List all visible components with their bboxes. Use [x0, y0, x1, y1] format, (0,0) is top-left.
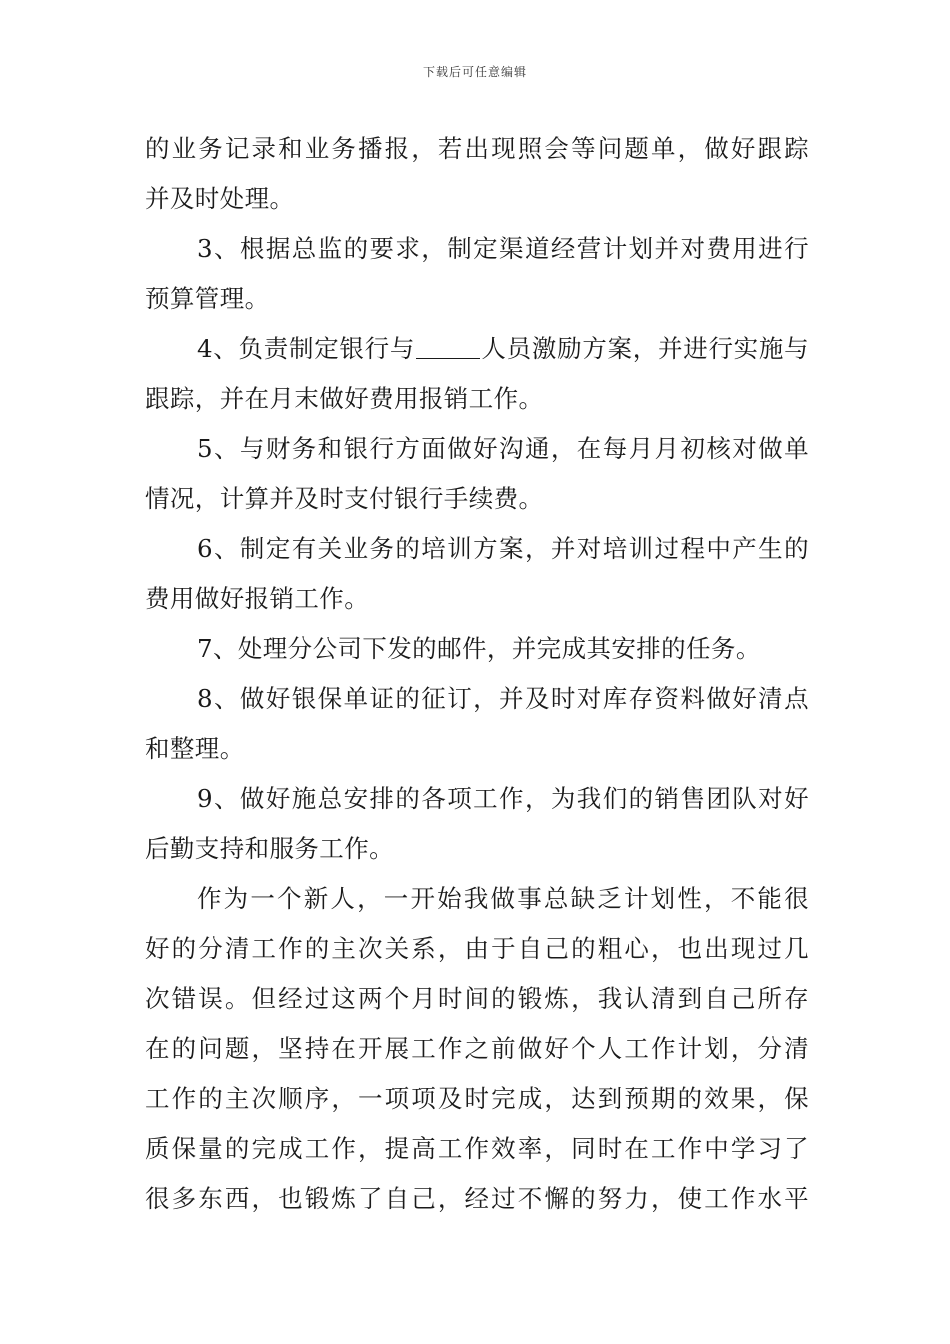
text-line: 和整理。: [145, 734, 245, 763]
page-header: 下载后可任意编辑: [422, 65, 527, 79]
text-line: 跟踪，并在月末做好费用报销工作。: [145, 384, 544, 413]
document-body: [145, 124, 809, 1224]
list-item-6: 6、制定有关业务的培训方案，并对培训过程中产生的: [197, 534, 809, 563]
fill-in-blank: [416, 338, 480, 359]
text-line: 预算管理。: [145, 284, 270, 313]
paragraph-line: 作为一个新人，一开始我做事总缺乏计划性，不能很: [197, 884, 809, 913]
paragraph-line: 质保量的完成工作，提高工作效率，同时在工作中学习了: [145, 1134, 809, 1163]
paragraph-line: 在的问题，坚持在开展工作之前做好个人工作计划，分清: [145, 1034, 809, 1063]
paragraph-line: 好的分清工作的主次关系，由于自己的粗心，也出现过几: [145, 934, 809, 963]
list-item-4-after: 人员激励方案，并进行实施与: [481, 334, 810, 363]
paragraph-line: 工作的主次顺序，一项项及时完成，达到预期的效果，保: [145, 1084, 809, 1113]
list-item-4-before: 4、负责制定银行与: [197, 334, 416, 363]
text-line: 的业务记录和业务播报，若出现照会等问题单，做好跟踪: [145, 134, 809, 163]
text-line: 费用做好报销工作。: [145, 584, 370, 613]
text-line: 并及时处理。: [145, 184, 295, 213]
list-item-7: 7、处理分公司下发的邮件，并完成其安排的任务。: [197, 634, 761, 663]
text-line: 情况，计算并及时支付银行手续费。: [145, 484, 544, 513]
list-item-9: 9、做好施总安排的各项工作，为我们的销售团队对好: [197, 784, 809, 813]
paragraph-line: 很多东西，也锻炼了自己，经过不懈的努力，使工作水平: [145, 1184, 809, 1213]
list-item-3: 3、根据总监的要求，制定渠道经营计划并对费用进行: [197, 234, 809, 263]
list-item-8: 8、做好银保单证的征订，并及时对库存资料做好清点: [197, 684, 809, 713]
paragraph-line: 次错误。但经过这两个月时间的锻炼，我认清到自己所存: [145, 984, 809, 1013]
list-item-5: 5、与财务和银行方面做好沟通，在每月月初核对做单: [197, 434, 809, 463]
text-line: 后勤支持和服务工作。: [145, 834, 394, 863]
list-item-4: [145, 324, 809, 374]
